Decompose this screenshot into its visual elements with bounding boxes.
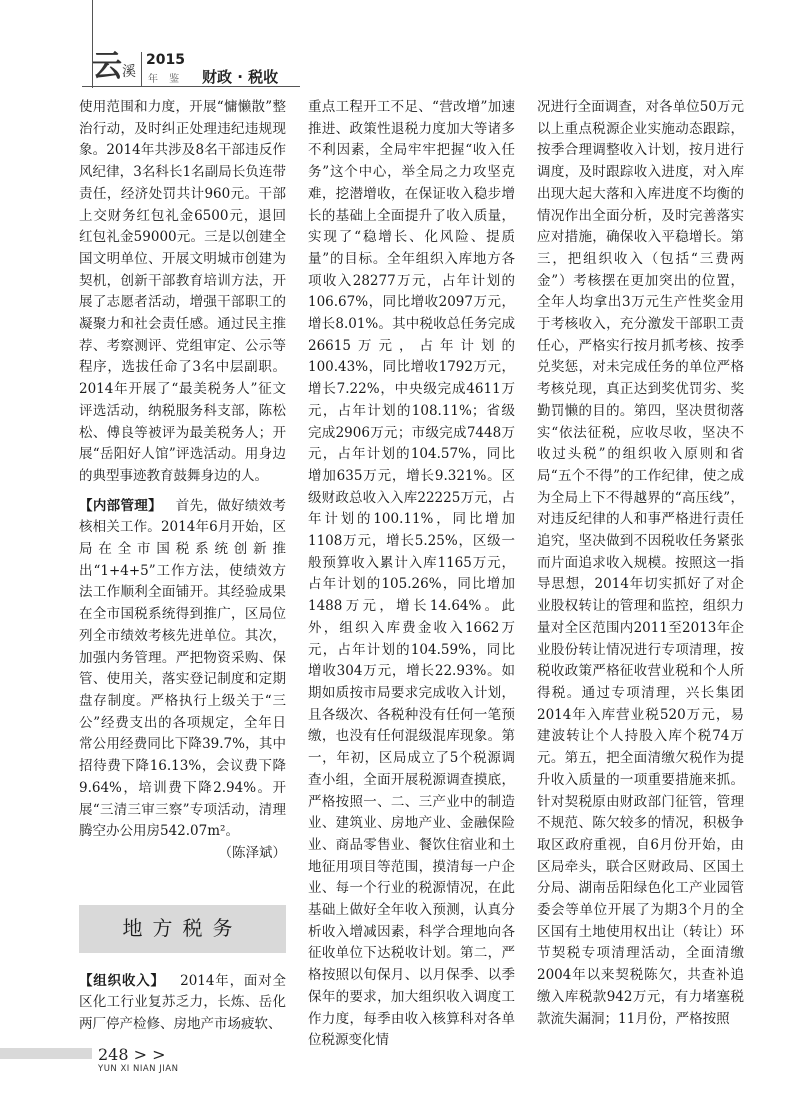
footer-bar xyxy=(0,1048,92,1059)
subsection-tag-revenue: 【组织收入】 xyxy=(79,972,165,989)
paragraph xyxy=(79,496,286,843)
page-number: 248 > > xyxy=(98,1045,166,1064)
section-title-local-tax: 地方税务 xyxy=(79,905,286,953)
paragraph xyxy=(79,971,286,1036)
header-separator xyxy=(141,52,142,86)
paragraph: 重点工程开工不足、“营改增”加速推进、政策性退税力度加大等诸多不利因素，全局牢牢把握“收入任务”这个中心，举全局之力攻坚克难，挖潜增收，在保证收入稳步增长的基础上全面提升了收入质量，实现了“稳增长、化风险、提质量”的目标。全年组织入库地方各项收入28277万元，占年计划的106.67%，同比增收2097万元，增长8.01%。其中税收总任务完成26615万元，占年计划的100.43%，同比增收1792万元，增长7.22%，中央级完成4611万元，占年计划的108.11%；省级完成2906万元；市级完成7448万元，占年计划的104.57%，同比增加635万元，增长9.321%。区级财政总收入入库22225万元，占年计划的100.11%，同比增加1108万元，增长5.25%，区级一般预算收入累计入库1165万元，占年计划的105.26%，同比增加1488万元，增长14.64%。此外，组织入库费金收入1662万元，占年计划的104.59%，同比增收304万元，增长22.93%。如期如质按市局要求完成收入计划，且各级次、各税种没有任何一笔预缴，也没有任何混级混库现象。第一，年初，区局成立了5个税源调查小组，全面开展税源调查摸底，严格按照一、二、三产业中的制造业、建筑业、房地产业、金融保险业、商品零售业、餐饮住宿业和土地征用项目等范围，摸清每一户企业、每一个行业的税源情况，在此基础上做好全年收入预测，认真分析收入增减因素，科学合理地向各征收单位下达税收计划。第二，严格按照以旬保月、以月保季、以季保年的要求，加大组织收入调度工作力度，每季由收入核算科对各单位税源变化情 xyxy=(308,99,515,1049)
author-credit: （陈泽斌） xyxy=(218,844,286,861)
footer-subtitle: YUN XI NIAN JIAN xyxy=(98,1064,179,1074)
yearbook-year: 2015 xyxy=(146,52,185,68)
paragraph: 况进行全面调查，对各单位50万元以上重点税源企业实施动态跟踪，按季合理调整收入计划，按月进行调度，及时跟踪收入进度，对入库出现大起大落和入库进度不均衡的情况作出全面分析，及时完善落实应对措施，确保收入平稳增长。第三，把组织收入（包括“三费两金”）考核摆在更加突出的位置，全年人均拿出3万元生产性奖金用于考核收入，充分激发干部职工责任心，严格实行按月抓考核、按季兑奖惩，对未完成任务的单位严格考核兑现，真正达到奖优罚劣、奖勤罚懒的目的。第四，坚决贯彻落实“依法征税，应收尽收，坚决不收过头税”的组织收入原则和省局“五个不得”的工作纪律，使之成为全局上下不得越界的“高压线”，对违反纪律的人和事严格进行责任追究，坚决做到不因税收任务紧张而片面追求收入规模。按照这一指导思想，2014年切实抓好了对企业股权转让的管理和监控，组织力量对全区范围内2011至2013年企业股份转让情况进行专项清理，按税收政策严格征收营业税和个人所得税。通过专项清理，兴长集团2014年入库营业税520万元，易建波转让个人持股入库个税74万元。第五，把全面清缴欠税作为提升收入质量的一项重要措施来抓。针对契税原由财政部门征管，管理不规范、陈欠较多的情况，积极争取区政府重视，自6月份开始，由区局牵头，联合区财政局、区国土分局、湖南岳阳绿色化工产业园管委会等单位开展了为期3个月的全区国有土地使用权出让（转让）环节契税专项清理活动，全面清缴2004年以来契税陈欠，共查补追缴入库税款942万元，有力堵塞税款流失漏洞；11月份，严格按照 xyxy=(537,99,744,1027)
yearbook-logo-large: 云 xyxy=(92,49,122,84)
text-column-3 xyxy=(537,97,744,1030)
paragraph-text: 首先，做好绩效考核相关工作。2014年6月开始，区局在全市国税系统创新推出“1+4+5”工作方法，使绩效方法工作顺利全面铺开。其经验成果在全市国税系统得到推广，区局位列全市绩效考核先进单位。其次，加强内务管理。严把物资采购、保管、使用关，落实登记制度和定期盘存制度。严格执行上级关于“三公”经费支出的各项规定，全年日常公用经费同比下降39.7%，其中招待费下降16.13%，会议费下降9.64%，培训费下降2.94%。开展“三清三审三察”专项活动，清理腾空办公用房542.07m²。 xyxy=(79,497,287,840)
paragraph: 使用范围和力度，开展“慵懒散”整治行动，及时纠正处理违纪违规现象。2014年共涉及8名干部违反作风纪律，3名科长1名副局长负连带责任，经济处罚共计960元。干部上交财务红包礼金6500元，退回红包礼金59000元。三是以创建全国文明单位、开展文明城市创建为契机，创新干部教育培训方法，开展了志愿者活动，增强干部职工的凝聚力和社会责任感。通过民主推荐、考察测评、党组审定、公示等程序，选拔任命了3名中层副职。2014年开展了“最美税务人”征文评选活动，纳税服务科支部，陈松松、傅良等被评为最美税务人；开展“岳阳好人馆”评选活动。用身边的典型事迹教育鼓舞身边的人。 xyxy=(79,99,286,484)
section-header: 财政 · 税收 xyxy=(202,68,279,86)
subsection-tag-internal-management: 【内部管理】 xyxy=(79,497,162,514)
yearbook-label: 年 鉴 xyxy=(148,74,184,85)
paragraph-text: 2014年，面对全区化工行业复苏乏力，长炼、岳化两厂停产检修、房地产市场疲软、 xyxy=(79,972,287,1033)
text-column-1 xyxy=(79,97,286,1036)
yearbook-logo-small: 溪 xyxy=(122,64,136,80)
text-column-2 xyxy=(308,97,515,1052)
